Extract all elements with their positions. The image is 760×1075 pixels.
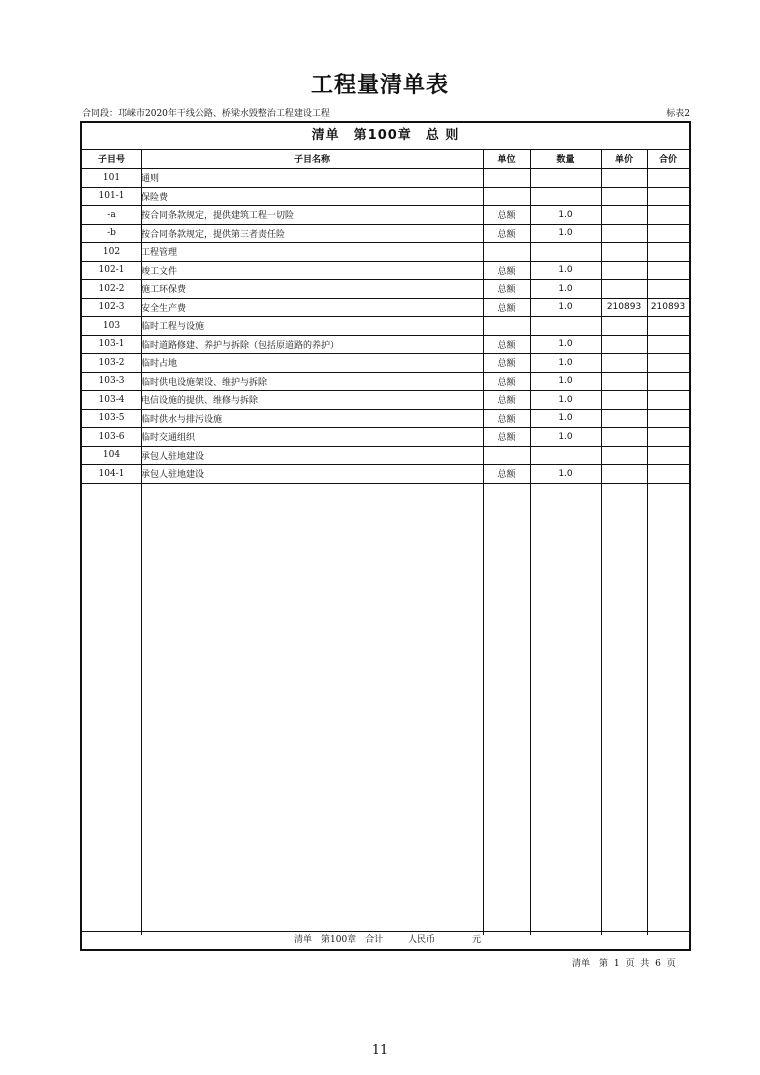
cell-unit-price (601, 354, 647, 373)
page-number: 11 (371, 1043, 389, 1058)
cell-quantity: 1.0 (530, 391, 601, 410)
cell-item-name: 临时工程与设施 (141, 317, 483, 336)
cell-unit (483, 169, 530, 188)
cell-total-price (647, 372, 689, 391)
table-row (82, 428, 689, 447)
cell-unit: 总额 (483, 465, 530, 484)
table-row (82, 465, 689, 484)
cell-unit-price (601, 317, 647, 336)
cell-item-name: 电信设施的提供、维修与拆除 (141, 391, 483, 410)
cell-item-name: 临时供电设施架设、维护与拆除 (141, 372, 483, 391)
cell-unit: 总额 (483, 261, 530, 280)
cell-total-price (647, 280, 689, 299)
cell-item-no: 104 (82, 446, 141, 465)
cell-unit (483, 317, 530, 336)
cell-total-price (647, 206, 689, 225)
cell-total-price (647, 187, 689, 206)
table-row (82, 224, 689, 243)
table-row (82, 317, 689, 336)
cell-total-price (647, 446, 689, 465)
page-counter: 清单 第 1 页 共 6 页 (572, 959, 676, 969)
cell-item-name: 按合同条款规定，提供建筑工程一切险 (141, 206, 483, 225)
cell-total-price (647, 391, 689, 410)
table-row (82, 206, 689, 225)
bill-table-frame (80, 121, 691, 951)
cell-unit: 总额 (483, 224, 530, 243)
cell-item-no: 104-1 (82, 465, 141, 484)
total-currency: 人民币 (408, 935, 436, 945)
cell-total-price: 210893 (647, 298, 689, 317)
cell-quantity: 1.0 (530, 335, 601, 354)
cell-unit: 总额 (483, 206, 530, 225)
cell-item-no: 102-2 (82, 280, 141, 299)
cell-unit (483, 187, 530, 206)
cell-total-price (647, 335, 689, 354)
cell-quantity: 1.0 (530, 261, 601, 280)
cell-item-no: 103-3 (82, 372, 141, 391)
cell-item-no: 101-1 (82, 187, 141, 206)
cell-unit-price (601, 391, 647, 410)
cell-item-no: 102 (82, 243, 141, 262)
cell-item-name: 通则 (141, 169, 483, 188)
cell-total-price (647, 354, 689, 373)
cell-quantity (530, 187, 601, 206)
table-row (82, 446, 689, 465)
cell-quantity: 1.0 (530, 298, 601, 317)
bill-table (82, 149, 689, 484)
cell-unit-price (601, 206, 647, 225)
cell-total-price (647, 261, 689, 280)
cell-total-price (647, 428, 689, 447)
cell-item-no: 103-4 (82, 391, 141, 410)
table-row (82, 409, 689, 428)
column-header-item-name: 子目名称 (141, 149, 483, 169)
table-row (82, 372, 689, 391)
cell-item-no: 103-1 (82, 335, 141, 354)
cell-quantity (530, 446, 601, 465)
cell-quantity: 1.0 (530, 224, 601, 243)
cell-item-no: 103 (82, 317, 141, 336)
cell-total-price (647, 243, 689, 262)
cell-unit-price (601, 224, 647, 243)
column-header-unit: 单位 (483, 149, 530, 169)
cell-quantity: 1.0 (530, 372, 601, 391)
chapter-total-row (82, 931, 689, 949)
cell-unit-price (601, 428, 647, 447)
cell-unit-price (601, 187, 647, 206)
cell-item-no: -b (82, 224, 141, 243)
contract-section: 合同段：邛崃市2020年干线公路、桥梁水毁整治工程建设工程 (82, 109, 330, 119)
cell-unit: 总额 (483, 428, 530, 447)
cell-unit-price (601, 372, 647, 391)
cell-item-name: 承包人驻地建设 (141, 446, 483, 465)
cell-quantity: 1.0 (530, 280, 601, 299)
column-header-unit-price: 单价 (601, 149, 647, 169)
cell-unit-price (601, 409, 647, 428)
page-title: 工程量清单表 (310, 73, 449, 98)
cell-item-name: 竣工文件 (141, 261, 483, 280)
table-header-row (82, 149, 689, 169)
table-row (82, 354, 689, 373)
cell-item-name: 承包人驻地建设 (141, 465, 483, 484)
cell-item-no: 102-1 (82, 261, 141, 280)
total-unit: 元 (472, 935, 482, 945)
total-label: 清单 第100章 合计 (294, 935, 384, 945)
column-header-item-no: 子目号 (82, 149, 141, 169)
cell-unit-price (601, 169, 647, 188)
cell-item-name: 按合同条款规定，提供第三者责任险 (141, 224, 483, 243)
cell-unit: 总额 (483, 335, 530, 354)
cell-unit-price (601, 335, 647, 354)
cell-unit: 总额 (483, 280, 530, 299)
cell-total-price (647, 317, 689, 336)
cell-total-price (647, 409, 689, 428)
cell-item-name: 安全生产费 (141, 298, 483, 317)
cell-unit-price (601, 243, 647, 262)
cell-item-no: -a (82, 206, 141, 225)
cell-item-no: 101 (82, 169, 141, 188)
table-row (82, 335, 689, 354)
cell-item-no: 103-2 (82, 354, 141, 373)
cell-total-price (647, 169, 689, 188)
table-row (82, 280, 689, 299)
cell-item-no: 103-5 (82, 409, 141, 428)
cell-item-name: 临时供水与排污设施 (141, 409, 483, 428)
column-header-total-price: 合价 (647, 149, 689, 169)
cell-quantity: 1.0 (530, 465, 601, 484)
cell-unit: 总额 (483, 372, 530, 391)
cell-unit: 总额 (483, 409, 530, 428)
cell-unit: 总额 (483, 298, 530, 317)
cell-unit (483, 243, 530, 262)
cell-unit-price (601, 446, 647, 465)
cell-item-name: 施工环保费 (141, 280, 483, 299)
cell-quantity (530, 169, 601, 188)
form-number: 标表2 (666, 109, 690, 119)
table-row (82, 298, 689, 317)
cell-total-price (647, 224, 689, 243)
cell-total-price (647, 465, 689, 484)
column-header-quantity: 数量 (530, 149, 601, 169)
cell-unit-price (601, 261, 647, 280)
cell-unit: 总额 (483, 391, 530, 410)
cell-item-name: 临时交通组织 (141, 428, 483, 447)
cell-quantity (530, 317, 601, 336)
cell-item-name: 工程管理 (141, 243, 483, 262)
cell-item-name: 保险费 (141, 187, 483, 206)
cell-quantity: 1.0 (530, 428, 601, 447)
cell-unit-price (601, 465, 647, 484)
cell-quantity: 1.0 (530, 206, 601, 225)
cell-quantity: 1.0 (530, 409, 601, 428)
table-row (82, 187, 689, 206)
cell-item-name: 临时道路修建、养护与拆除（包括原道路的养护） (141, 335, 483, 354)
cell-unit-price: 210893 (601, 298, 647, 317)
table-row (82, 261, 689, 280)
table-row (82, 169, 689, 188)
cell-unit (483, 446, 530, 465)
table-row (82, 391, 689, 410)
table-row (82, 243, 689, 262)
cell-unit: 总额 (483, 354, 530, 373)
cell-item-name: 临时占地 (141, 354, 483, 373)
cell-item-no: 102-3 (82, 298, 141, 317)
cell-quantity (530, 243, 601, 262)
chapter-banner: 清单 第100章 总 则 (82, 123, 689, 150)
cell-item-no: 103-6 (82, 428, 141, 447)
cell-unit-price (601, 280, 647, 299)
cell-quantity: 1.0 (530, 354, 601, 373)
